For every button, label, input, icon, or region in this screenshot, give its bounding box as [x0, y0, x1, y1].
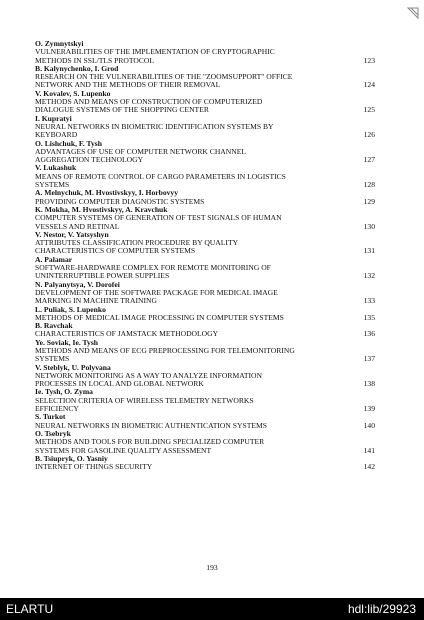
toc-entry — [35, 256, 377, 281]
entry-page-number: 131 — [363, 246, 375, 256]
entry-title-line: COMPUTER SYSTEMS OF GENERATION OF TEST SIGNALS OF HUMAN — [35, 213, 282, 223]
entry-title-line: METHODS AND TOOLS FOR BUILDING SPECIALIZED COMPUTER — [35, 437, 265, 447]
entry-title-line: VULNERABILITIES OF THE IMPLEMENTATION OF CRYPTOGRAPHIC — [35, 47, 275, 57]
entry-title-line: SYSTEMS — [35, 354, 70, 364]
toc-entry — [35, 231, 377, 256]
entry-authors: S. Turkot — [35, 412, 66, 422]
toc-entry — [35, 40, 377, 65]
repository-footer — [0, 598, 424, 620]
entry-title-line: METHODS OF MEDICAL IMAGE PROCESSING IN COMPUTER SYSTEMS — [35, 312, 284, 322]
entry-title-line: UNINTERRUPTIBLE POWER SUPPLIES — [35, 271, 170, 281]
handle-identifier[interactable]: hdl:lib/29923 — [347, 602, 416, 616]
entry-title-line: SELECTION CRITERIA OF WIRELESS TELEMETRY NETWORKS — [35, 395, 254, 405]
entry-authors: N. Palyanytsya, V. Dorofei — [35, 279, 120, 289]
entry-title-line: SOFTWARE-HARDWARE COMPLEX FOR REMOTE MONITORING OF — [35, 263, 271, 273]
toc-entry — [35, 189, 377, 206]
entry-page-number: 137 — [363, 354, 375, 364]
entry-authors: V. Kovalev, S. Lupenko — [35, 88, 111, 98]
entry-title-line: DIALOGUE SYSTEMS OF THE SHOPPING CENTER — [35, 105, 209, 115]
entry-title-line: MARKING IN MACHINE TRAINING — [35, 296, 157, 306]
entry-page-number: 140 — [363, 420, 375, 430]
entry-title-line: AGGREGATION TECHNOLOGY — [35, 155, 144, 165]
entry-title-line: CHARACTERISTICS OF COMPUTER SYSTEMS — [35, 246, 196, 256]
toc-entry — [35, 322, 377, 339]
entry-page-number: 124 — [363, 80, 375, 90]
entry-title-line: INTERNET OF THINGS SECURITY — [35, 462, 153, 472]
entry-title-line: DEVELOPMENT OF THE SOFTWARE PACKAGE FOR MEDICAL IMAGE — [35, 287, 278, 297]
entry-page-number: 142 — [363, 462, 375, 472]
entry-authors: O. Lishchuk, F. Tysh — [35, 138, 102, 148]
entry-authors: Ye. Soviak, Ie. Tysh — [35, 337, 99, 347]
entry-authors: V. Steblyk, U. Polyvana — [35, 362, 111, 372]
entry-page-number: 139 — [363, 404, 375, 414]
entry-title-line: RESEARCH ON THE VULNERABILITIES OF THE "ZOOMSUPPORT" OFFICE — [35, 72, 293, 82]
entry-page-number: 127 — [363, 155, 375, 165]
entry-page-number: 136 — [363, 329, 375, 339]
entry-authors: B. Kalynychenko, I. Grod — [35, 63, 119, 73]
entry-authors: A. Palamar — [35, 254, 73, 264]
entry-authors: V. Nestor, V. Yatsyshyn — [35, 229, 109, 239]
entry-authors: K. Mokha, M. Hvostivskyy, A. Kravchuk — [35, 204, 168, 214]
entry-page-number: 123 — [363, 55, 375, 65]
toc-entry — [35, 115, 377, 140]
entry-page-number: 135 — [363, 312, 375, 322]
toc-entry — [35, 339, 377, 364]
entry-title-line: MEANS OF REMOTE CONTROL OF CARGO PARAMETERS IN LOGISTICS — [35, 171, 286, 181]
entry-title-line: METHODS AND MEANS OF CONSTRUCTION OF COMPUTERIZED — [35, 97, 263, 107]
entry-title-line: EFFICIENCY — [35, 404, 79, 414]
page-number: 193 — [206, 563, 218, 572]
entry-title-line: NEURAL NETWORKS IN BIOMETRIC IDENTIFICATION SYSTEMS BY — [35, 121, 274, 131]
toc-entry — [35, 388, 377, 413]
entry-title-line: PROVIDING COMPUTER DIAGNOSTIC SYSTEMS — [35, 196, 205, 206]
entry-page-number: 141 — [363, 445, 375, 455]
entry-authors: I. Kupratyi — [35, 113, 72, 123]
entry-title-line: NEURAL NETWORKS IN BIOMETRIC AUTHENTICATION SYSTEMS — [35, 420, 267, 430]
toc-entry — [35, 430, 377, 455]
entry-title-line: METHODS IN SSL/TLS PROTOCOL — [35, 55, 155, 65]
entry-title-line: KEYBOARD — [35, 130, 78, 140]
entry-title-line: CHARACTERISTICS OF JAMSTACK METHODOLOGY — [35, 329, 219, 339]
toc-entry — [35, 281, 377, 306]
expand-corner-icon[interactable] — [406, 6, 420, 20]
entry-authors: V. Lukashuk — [35, 163, 77, 173]
entry-title-line: NETWORK AND THE METHODS OF THEIR REMOVAL — [35, 80, 221, 90]
entry-page-number: 130 — [363, 221, 375, 231]
entry-page-number: 138 — [363, 379, 375, 389]
entry-title-line: PROCESSES IN LOCAL AND GLOBAL NETWORK — [35, 379, 204, 389]
entry-authors: B. Tsiupryk, O. Yasniy — [35, 453, 108, 463]
toc-entry — [35, 140, 377, 165]
entry-title-line: NETWORK MONITORING AS A WAY TO ANALYZE INFORMATION — [35, 370, 262, 380]
toc-entry — [35, 90, 377, 115]
toc-entry — [35, 413, 377, 430]
table-of-contents — [35, 40, 377, 471]
toc-entry — [35, 364, 377, 389]
entry-page-number: 133 — [363, 296, 375, 306]
entry-title-line: METHODS AND MEANS OF ECG PREPROCESSING FOR TELEMONITORING — [35, 345, 295, 355]
entry-authors: O. Tsebryk — [35, 428, 71, 438]
entry-page-number: 126 — [363, 130, 375, 140]
entry-page-number: 132 — [363, 271, 375, 281]
toc-entry — [35, 206, 377, 231]
entry-title-line: SYSTEMS — [35, 180, 70, 190]
toc-entry — [35, 455, 377, 472]
entry-page-number: 125 — [363, 105, 375, 115]
repository-name[interactable]: ELARTU — [6, 602, 54, 616]
toc-entry — [35, 65, 377, 90]
entry-authors: L. Puliak, S. Lupenko — [35, 304, 106, 314]
entry-page-number: 128 — [363, 180, 375, 190]
toc-entry — [35, 164, 377, 189]
entry-title-line: ATTRIBUTES CLASSIFICATION PROCEDURE BY QUALITY — [35, 238, 239, 248]
entry-title-line: ADVANTAGES OF USE OF COMPUTER NETWORK CHANNEL — [35, 146, 247, 156]
entry-title-line: SYSTEMS FOR GASOLINE QUALITY ASSESSMENT — [35, 445, 212, 455]
entry-authors: O. Zymnytskyi — [35, 39, 84, 48]
entry-authors: B. Ravchak — [35, 321, 73, 331]
entry-title-line: VESSELS AND RETINAL — [35, 221, 120, 231]
entry-authors: Ie. Tysh, O. Zyma — [35, 387, 93, 397]
toc-entry — [35, 306, 377, 323]
entry-page-number: 129 — [363, 196, 375, 206]
entry-authors: A. Melnychuk, M. Hvostivskyy, I. Horbovyy — [35, 188, 179, 198]
